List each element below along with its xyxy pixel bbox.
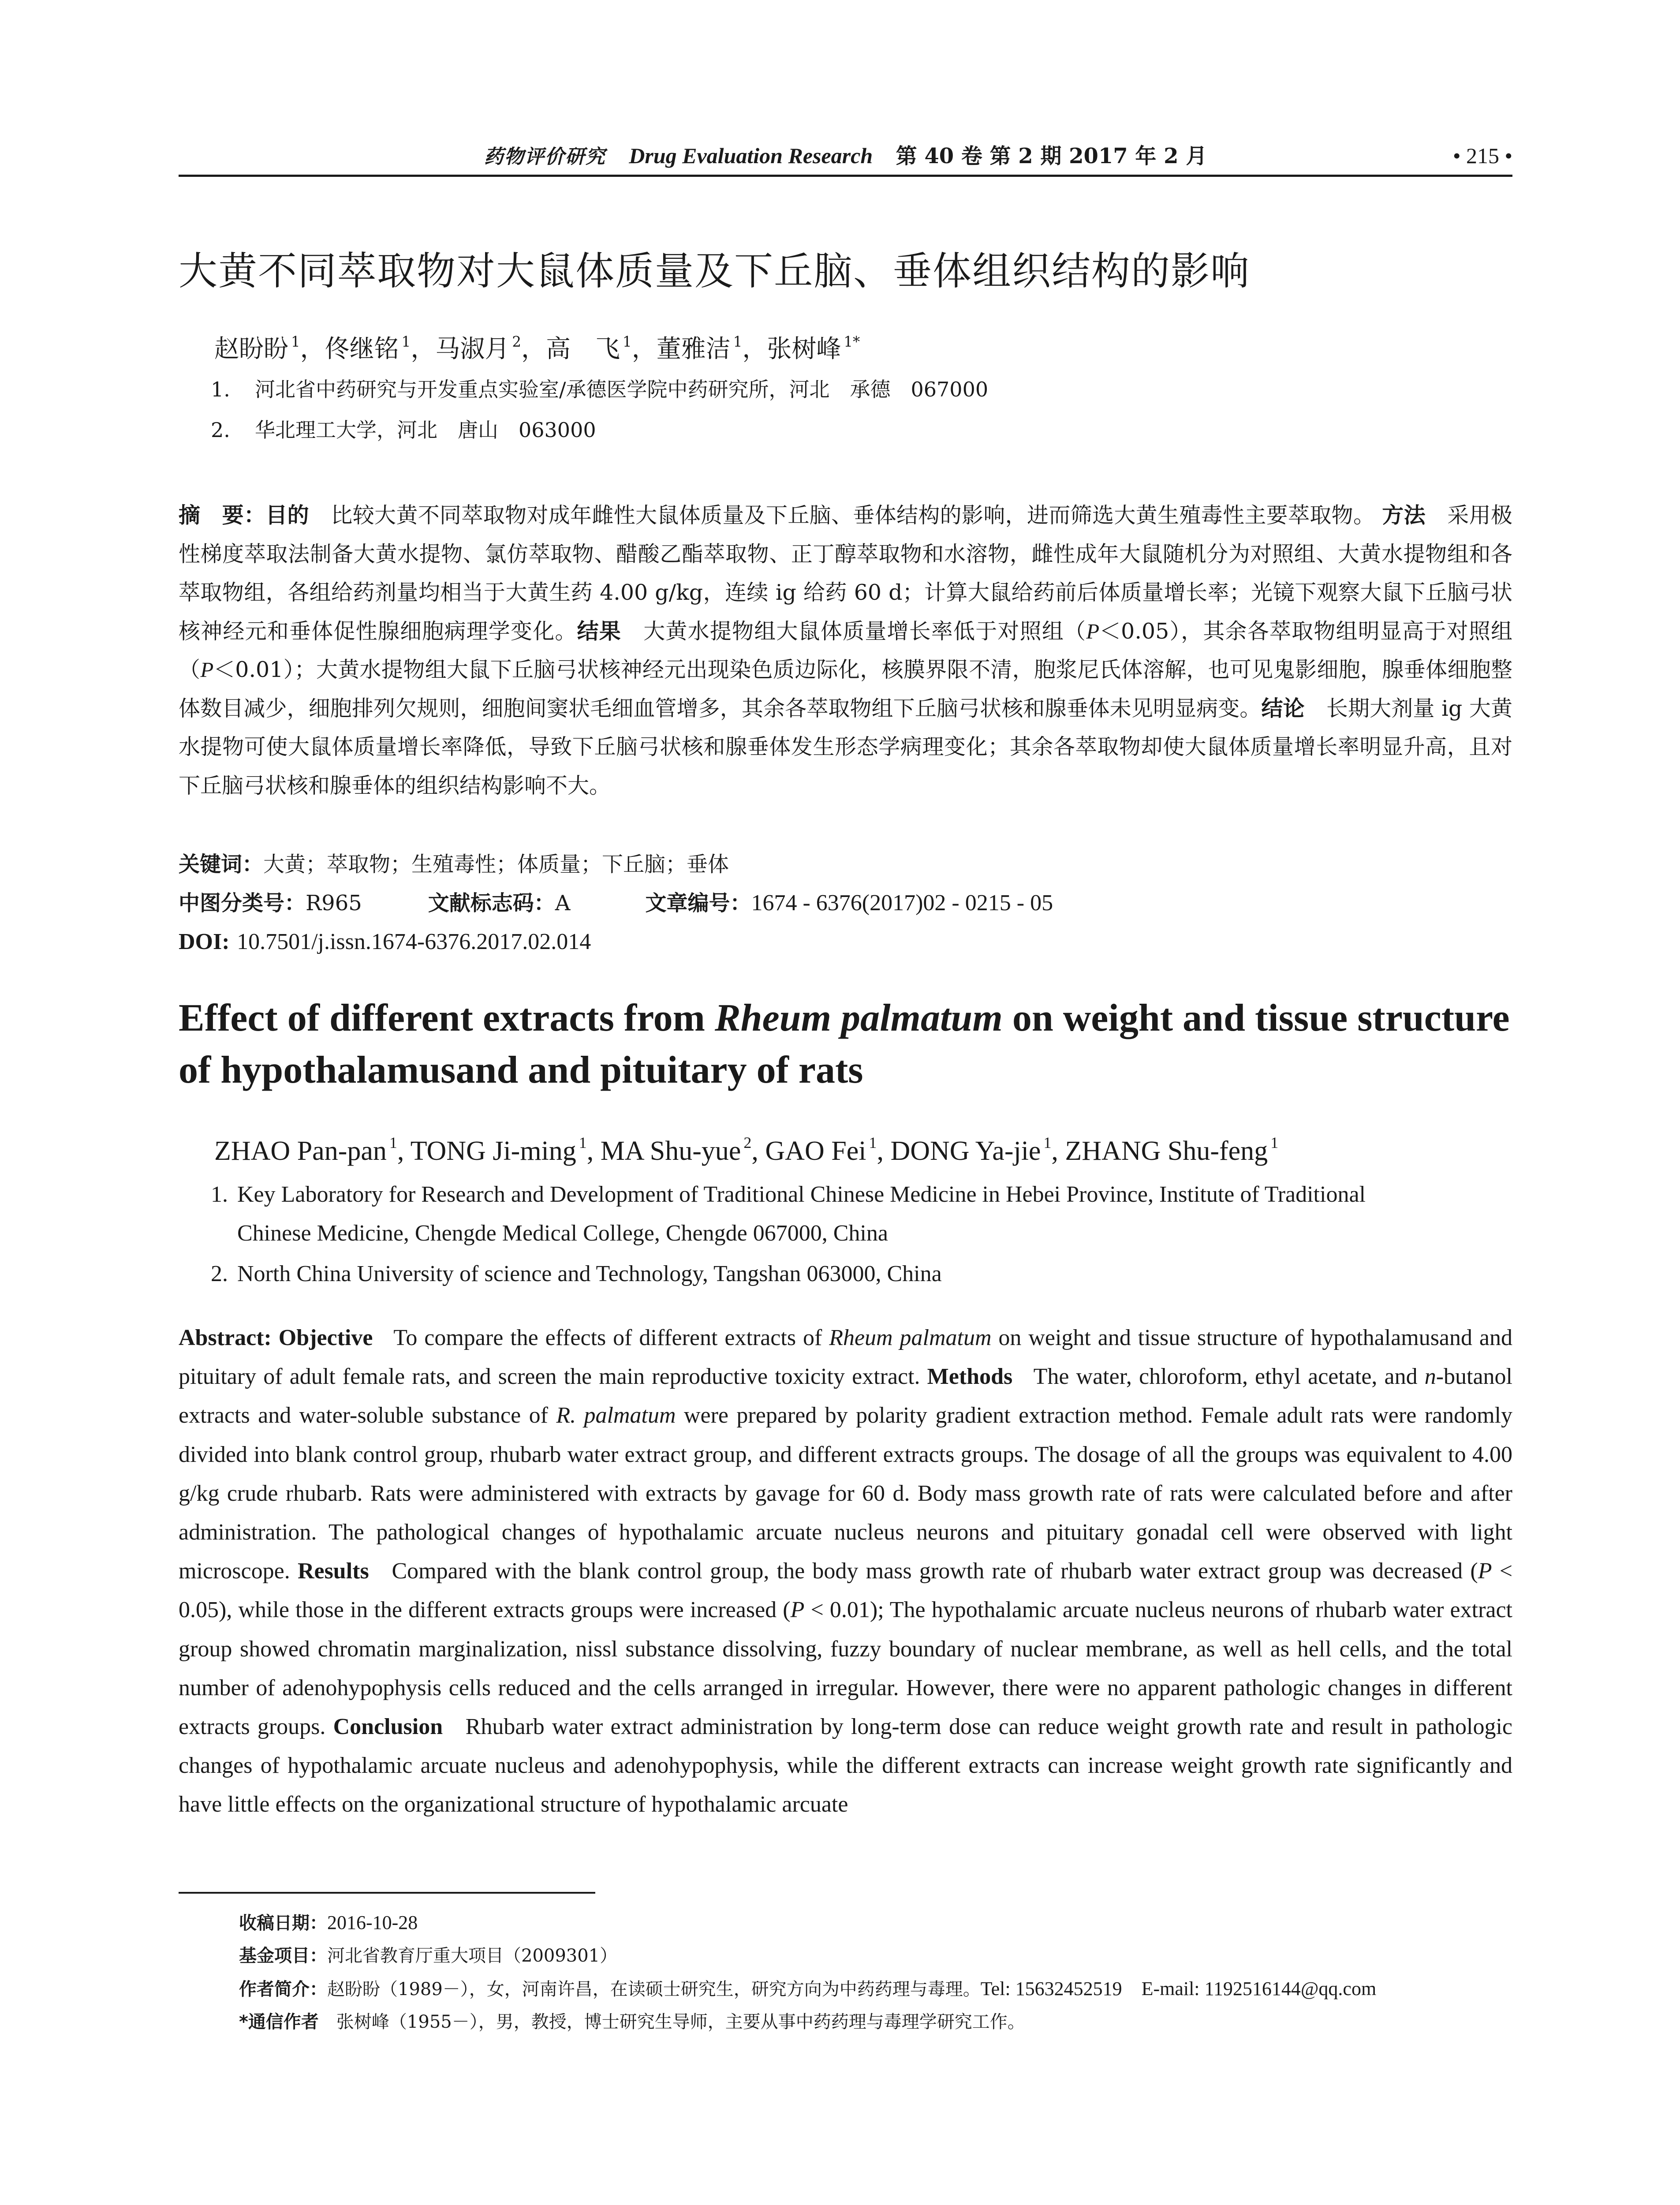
affiliation-cn-1: 1. 河北省中药研究与开发重点实验室/承德医学院中药研究所，河北 承德 067000 (211, 377, 989, 401)
author-cn: 赵盼盼 $^1$， (214, 333, 325, 363)
author-en: TONG Ji-ming $^1$, (410, 1134, 601, 1166)
abstract-chinese: 摘 要：目的 比较大黄不同萃取物对成年雌性大鼠体质量及下丘脑、垂体结构的影响，进而筛选大黄生殖毒性主要萃取物。 方法 采用极性梯度萃取法制备大黄水提物、氯仿萃取物、醋酸乙酯萃取物、正丁醇萃取物和水溶物，雌性成年大鼠随机分为对照组、大黄水提物组和各萃取物组，各组给药剂量均相当于大黄生药 4.00 g/kg，连续 ig 给药 60 d；计算大鼠给药前后体质量增长率；光镜下观察大鼠下丘脑弓状核神经元和垂体促性腺细胞病理学变化。结果 大黄水提物组大鼠体质量增长率低于对照组（P＜0.05），其余各萃取物组明显高于对照组（P＜0.01）；大黄水提物组大鼠下丘脑弓状核神经元出现染色质边际化，核膜界限不清，胞浆尼氏体溶解，也可见鬼影细胞，腺垂体细胞整体数目减少，细胞排列欠规则，细胞间窦状毛细血管增多，其余各萃取物组下丘脑弓状核和腺垂体未见明显病变。结论 长期大剂量 ig 大黄水提物可使大鼠体质量增长率降低，导致下丘脑弓状核和腺垂体发生形态学病理变化；其余各萃取物却使大鼠体质量增长率明显升高，且对下丘脑弓状核和腺垂体的组织结构影响不大。 (179, 503, 1512, 798)
affiliation-en-2: 2. North China University of science and Technology, Tangshan 063000, China (211, 1261, 942, 1286)
author-cn: 马淑月 $^2$， (435, 333, 546, 363)
title-english: Effect of different extracts from Rheum palmatum on weight and tissue structure of hypothalamusand and pituitary of rats (179, 997, 1510, 1091)
title-chinese: 大黄不同萃取物对大鼠体质量及下丘脑、垂体组织结构的影响 (179, 248, 1251, 294)
author-en: ZHAO Pan-pan $^1$, (214, 1134, 411, 1166)
footnote-rule (179, 1892, 595, 1894)
authors-chinese (214, 332, 860, 367)
author-cn: 佟继铭 $^1$， (325, 333, 436, 363)
author-en: MA Shu-yue $^2$, (600, 1134, 765, 1166)
journal-logo: 药物评价研究 (484, 146, 606, 168)
footnote-received: 收稿日期：2016-10-28 (239, 1912, 418, 1933)
doi-line: DOI: 10.7501/j.issn.1674-6376.2017.02.014 (179, 929, 591, 954)
abstract-english: Abstract: Objective To compare the effects of different extracts of Rheum palmatum on weight and tissue structure of hypothalamusand and pituitary of adult female rats, and screen the main reproductive toxicity extract. Methods The water, chloroform, ethyl acetate, and n-butanol extracts and water-soluble substance of R. palmatum were prepared by polarity gradient extraction method. Female adult rats were randomly divided into blank control group, rhubarb water extract group, and different extracts groups. The dosage of all the groups was equivalent to 4.00 g/kg crude rhubarb. Rats were administered with extracts by gavage for 60 d. Body mass growth rate of rats were calculated before and after administration. The pathological changes of hypothalamic arcuate nucleus neurons and pituitary gonadal cell were observed with light microscope. Results Compared with the blank control group, the body mass growth rate of rhubarb water extract group was decreased (P < 0.05), while those in the different extracts groups were increased (P < 0.01); The hypothalamic arcuate nucleus neurons of rhubarb water extract group showed chromatin marginalization, nissl substance dissolving, fuzzy boundary of nuclear membrane, as well as hell cells, and the total number of adenohypophysis cells reduced and the cells arranged in irregular. However, there were no apparent pathologic changes in different extracts groups. Conclusion Rhubarb water extract administration by long-term dose can reduce weight growth rate and result in pathologic changes of hypothalamic arcuate nucleus and adenohypophysis, while the different extracts can increase weight growth rate significantly and have little effects on the organizational structure of hypothalamic arcuate (179, 1325, 1513, 1817)
footnote-corresponding: *通信作者 张树峰（1955－），男，教授，博士研究生导师，主要从事中药药理与毒理学研究工作。 (239, 2012, 1025, 2032)
footnote-fund: 基金项目：河北省教育厅重大项目（2009301） (239, 1946, 618, 1966)
classification-line: 中图分类号：R965 文献标志码：A 文章编号：1674 - 6376(2017)02 - 0215 - 05 (179, 890, 1053, 916)
affiliation-cn-2: 2. 华北理工大学，河北 唐山 063000 (211, 418, 596, 442)
authors-english (214, 1131, 1278, 1171)
running-header (179, 140, 1512, 171)
author-en: ZHANG Shu-feng $^1$ (1065, 1134, 1279, 1166)
author-en: DONG Ya-jie $^1$, (890, 1134, 1065, 1166)
author-cn: 董雅洁 $^1$， (656, 333, 767, 363)
journal-name: Drug Evaluation Research (629, 143, 873, 168)
author-cn: 高 飞 $^1$， (546, 333, 657, 363)
affiliation-en-1: 1. Key Laboratory for Research and Development of Traditional Chinese Medicine in Hebei Province, Institute of Traditional Chinese Medicine, Chengde Medical College, Chengde 067000, China (211, 1182, 1366, 1246)
page-number: • 215 • (1452, 143, 1512, 168)
footnote-author-bio: 作者简介：赵盼盼（1989－），女，河南许昌，在读硕士研究生，研究方向为中药药理与毒理。Tel: 15632452519 E-mail: 1192516144@qq.com (239, 1978, 1377, 1999)
header-rule (179, 175, 1512, 177)
author-cn: 张树峰 $^{1*}$ (767, 333, 860, 363)
issue-info: 第 40 卷 第 2 期 2017 年 2 月 (896, 144, 1207, 168)
author-en: GAO Fei $^1$, (765, 1134, 891, 1166)
keywords: 关键词：大黄；萃取物；生殖毒性；体质量；下丘脑；垂体 (179, 852, 729, 877)
